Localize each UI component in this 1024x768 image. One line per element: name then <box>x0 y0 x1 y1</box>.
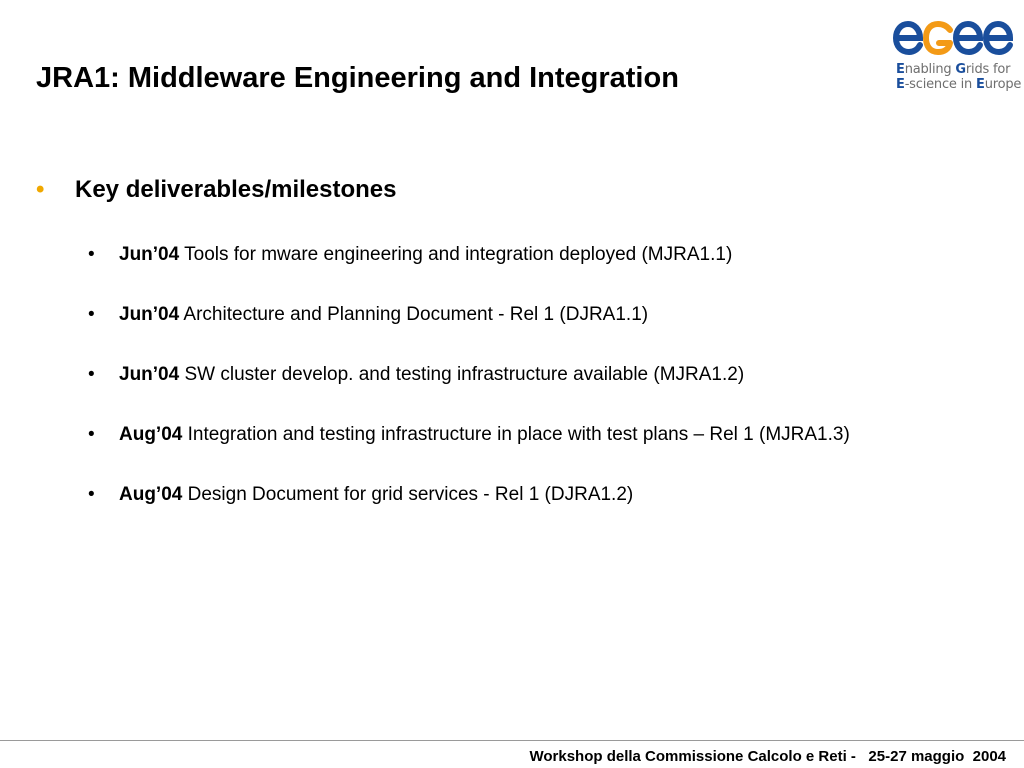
item-text: SW cluster develop. and testing infrastructure available (MJRA1.2) <box>179 364 745 385</box>
item-date: Aug’04 <box>119 424 183 445</box>
item-date: Aug’04 <box>119 484 183 505</box>
list-item <box>88 300 908 330</box>
item-date: Jun’04 <box>119 304 180 325</box>
item-text: Integration and testing infrastructure in place with test plans – Rel 1 (MJRA1.3) <box>182 424 850 445</box>
section-heading <box>36 172 397 208</box>
item-date: Jun’04 <box>119 364 180 385</box>
section-heading-text: Key deliverables/milestones <box>75 176 397 203</box>
egee-logo <box>893 18 1022 94</box>
footer-text: Workshop della Commissione Calcolo e Reti - 25-27 maggio 2004 <box>529 748 1006 765</box>
slide-title: JRA1: Middleware Engineering and Integration <box>36 62 679 94</box>
list-item <box>88 360 908 390</box>
item-text: Architecture and Planning Document - Rel 1 (DJRA1.1) <box>179 304 649 325</box>
logo-tagline-line-2: E-science in Europe <box>896 77 1022 92</box>
bullet-icon: • <box>88 364 95 385</box>
egee-wordmark-icon <box>893 18 1015 58</box>
list-item <box>88 240 908 270</box>
list-item <box>88 480 908 510</box>
item-text: Design Document for grid services - Rel 1 (DJRA1.2) <box>182 484 634 505</box>
item-text: Tools for mware engineering and integration deployed (MJRA1.1) <box>179 244 733 265</box>
bullet-icon: • <box>88 484 95 505</box>
footer-divider <box>0 740 1024 741</box>
bullet-icon: • <box>88 304 95 325</box>
item-date: Jun’04 <box>119 244 180 265</box>
list-item <box>88 420 908 450</box>
deliverables-list <box>88 240 908 540</box>
logo-tagline-line-1: Enabling Grids for <box>896 62 1011 77</box>
section-bullet-icon: • <box>36 176 45 203</box>
bullet-icon: • <box>88 244 95 265</box>
bullet-icon: • <box>88 424 95 445</box>
